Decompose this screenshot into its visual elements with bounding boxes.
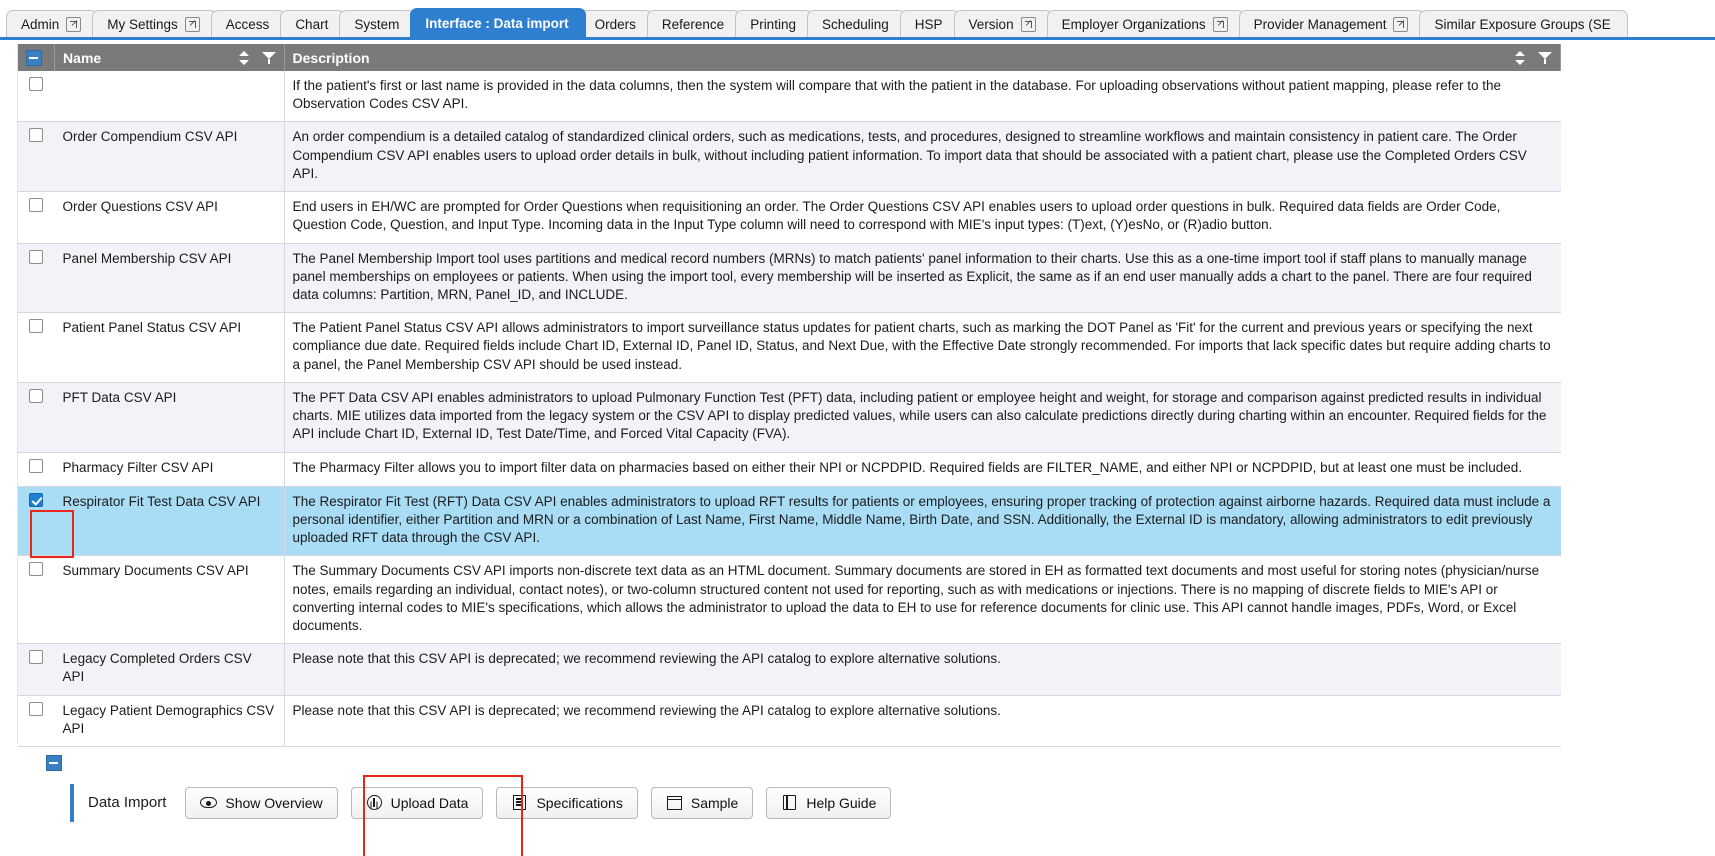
table-row[interactable] <box>18 644 1561 695</box>
header-description[interactable] <box>284 44 1560 71</box>
collapse-footer-icon[interactable] <box>46 755 62 771</box>
row-checkbox-cell[interactable] <box>18 695 55 746</box>
row-checkbox-cell[interactable] <box>18 243 55 313</box>
grid-header-row <box>18 44 1561 71</box>
filter-icon[interactable] <box>1538 51 1552 65</box>
tab-label: Similar Exposure Groups (SE <box>1434 16 1611 32</box>
row-name: Pharmacy Filter CSV API <box>55 452 284 486</box>
specifications-button[interactable] <box>496 787 637 819</box>
tab-label: Interface : Data import <box>425 15 569 31</box>
external-link-icon <box>1021 17 1036 32</box>
tab-chart[interactable] <box>280 10 345 37</box>
external-link-icon <box>1213 17 1228 32</box>
button-label: Specifications <box>536 794 623 811</box>
row-description: Please note that this CSV API is deprecated; we recommend reviewing the API catalog to explore alternative solutions. <box>284 644 1560 695</box>
sample-button[interactable] <box>651 787 753 819</box>
tab-label: Employer Organizations <box>1061 16 1206 32</box>
row-description: The PFT Data CSV API enables administrators to upload Pulmonary Function Test (PFT) data, including patient or employee height and weight, for storage and comparison against predicted results in individual charts. MIE utilizes data imported from the legacy system or the CSV API to display predicted values, while users can also calculate predictions directly during charting within an encounter. Required fields for the API include Chart ID, External ID, Test Date/Time, and Forced Vital Capacity (FVA). <box>284 382 1560 452</box>
tab-orders[interactable] <box>580 10 653 37</box>
row-checkbox-cell[interactable] <box>18 452 55 486</box>
row-description: Please note that this CSV API is deprecated; we recommend reviewing the API catalog to explore alternative solutions. <box>284 695 1560 746</box>
table-row[interactable] <box>18 382 1561 452</box>
data-grid <box>0 44 1715 747</box>
tab-label: Access <box>225 16 270 32</box>
row-checkbox[interactable] <box>29 459 43 473</box>
tab-reference[interactable] <box>647 10 741 37</box>
row-name: Order Questions CSV API <box>55 192 284 243</box>
tab-hsp[interactable] <box>900 10 960 37</box>
table-row[interactable] <box>18 452 1561 486</box>
tab-interface-data-import[interactable] <box>410 8 585 37</box>
footer-collapse-row <box>18 747 1561 776</box>
button-label: Upload Data <box>390 794 469 811</box>
row-checkbox-cell[interactable] <box>18 486 55 556</box>
row-checkbox-cell[interactable] <box>18 122 55 192</box>
table-row[interactable] <box>18 243 1561 313</box>
tab-label: Version <box>968 16 1014 32</box>
row-name: Patient Panel Status CSV API <box>55 313 284 383</box>
header-name[interactable] <box>55 44 284 71</box>
row-name <box>55 71 284 122</box>
row-checkbox-cell[interactable] <box>18 382 55 452</box>
tab-label: Chart <box>295 16 329 32</box>
row-checkbox[interactable] <box>29 250 43 264</box>
help-guide-button[interactable] <box>766 787 891 819</box>
table-row-selected[interactable] <box>18 486 1561 556</box>
row-name: PFT Data CSV API <box>55 382 284 452</box>
button-label: Help Guide <box>806 794 877 811</box>
row-name: Legacy Patient Demographics CSV API <box>55 695 284 746</box>
table-row[interactable] <box>18 695 1561 746</box>
table-row[interactable] <box>18 556 1561 644</box>
document-icon <box>511 794 528 811</box>
row-checkbox-cell[interactable] <box>18 556 55 644</box>
tab-label: Orders <box>594 16 636 32</box>
upload-data-button[interactable] <box>351 787 484 819</box>
table-row[interactable] <box>18 71 1561 122</box>
tab-employer-organizations[interactable] <box>1047 10 1245 37</box>
header-description-label: Description <box>292 49 370 66</box>
table-row[interactable] <box>18 192 1561 243</box>
row-description: The Patient Panel Status CSV API allows administrators to import surveillance status updates for patient charts, such as marking the DOT Panel as 'Fit' for the current and previous years or specifying the next compliance due date. Required fields include Chart ID, External ID, Panel ID, Status, and Next Due, with the Effective Date strongly recommended. For imports that lack specific dates but require adding charts to a panel, the Panel Membership CSV API should be used instead. <box>284 313 1560 383</box>
tab-system[interactable] <box>339 10 416 37</box>
main-tab-bar <box>0 0 1715 40</box>
row-description: End users in EH/WC are prompted for Order Questions when requisitioning an order. The Order Questions CSV API enables users to upload order questions in bulk. Required data fields are Order Code, Question Code, Question, and Input Type. Incoming data in the Input Type column will need to correspond with MIE's input types: (T)ext, (Y)esNo, or (R)adio button. <box>284 192 1560 243</box>
tab-label: Printing <box>750 16 796 32</box>
row-checkbox[interactable] <box>29 562 43 576</box>
row-checkbox[interactable] <box>29 389 43 403</box>
row-description: The Respirator Fit Test (RFT) Data CSV API enables administrators to upload RFT results for patients or employees, ensuring proper tracking of protection against airborne hazards. Required data must include a personal identifier, either Partition and MRN or a combination of Last Name, First Name, Middle Name, Birth Date, and SSN. Additionally, the External ID is mandatory, allowing administrators to edit previously uploaded RFT data through the CSV API. <box>284 486 1560 556</box>
tab-similar-exposure-groups[interactable] <box>1419 10 1627 37</box>
tab-printing[interactable] <box>735 10 813 37</box>
row-name: Respirator Fit Test Data CSV API <box>55 486 284 556</box>
book-icon <box>781 794 798 811</box>
row-name: Legacy Completed Orders CSV API <box>55 644 284 695</box>
row-name: Order Compendium CSV API <box>55 122 284 192</box>
row-checkbox[interactable] <box>29 128 43 142</box>
tab-my-settings[interactable] <box>92 10 217 37</box>
row-checkbox[interactable] <box>29 198 43 212</box>
row-description: The Pharmacy Filter allows you to import filter data on pharmacies based on either their NPI or NCPDPID. Required fields are FILTER_NAME, and either NPI or NCPDPID, but at least one must be included. <box>284 452 1560 486</box>
row-checkbox[interactable] <box>29 702 43 716</box>
header-name-label: Name <box>63 49 102 66</box>
row-checkbox-cell[interactable] <box>18 192 55 243</box>
row-checkbox[interactable] <box>29 319 43 333</box>
row-checkbox[interactable] <box>29 77 43 91</box>
row-checkbox-checked[interactable] <box>29 493 43 507</box>
row-description: If the patient's first or last name is provided in the data columns, then the system will compare that with the patient in the database. For uploading observations without patient mapping, please refer to the Observation Codes CSV API. <box>284 71 1560 122</box>
tab-label: Admin <box>21 16 60 32</box>
external-link-icon <box>66 17 81 32</box>
footer-panel <box>18 747 1561 822</box>
toolbar-title: Data Import <box>88 794 167 812</box>
sort-icon[interactable] <box>1515 51 1526 65</box>
tab-label: My Settings <box>107 16 178 32</box>
table-row[interactable] <box>18 313 1561 383</box>
tab-label: Reference <box>661 16 725 32</box>
row-checkbox-cell[interactable] <box>18 313 55 383</box>
row-description: The Summary Documents CSV API imports non-discrete text data as an HTML document. Summary documents are stored in EH as formatted text documents and most useful for storing notes (physician/nurse notes, emails regarding an individual, contact notes), or two-column structured content not used for reporting, such as with medications or injections. There is no mapping of discrete fields to MIE's API or converting internal codes to MIE's specifications, which allows the administrator to upload the data to EH to use for reference documents for clinic use. This API cannot handle images, PDFs, Word, or Excel documents. <box>284 556 1560 644</box>
table-row[interactable] <box>18 122 1561 192</box>
sort-icon[interactable] <box>239 51 250 65</box>
button-label: Sample <box>690 794 739 811</box>
tab-label: System <box>354 16 400 32</box>
header-collapse-cell <box>18 44 55 71</box>
button-label: Show Overview <box>225 794 323 811</box>
row-description: The Panel Membership Import tool uses partitions and medical record numbers (MRNs) to match patients' panel information to their charts. Use this as a one-time import tool if staff plans to manually manage panel memberships on employees or patients. When using the import tool, every membership will be inserted as Explicit, the same as if an end user manually adds a chart to the panel. There are four required data columns: Partition, MRN, Panel_ID, and INCLUDE. <box>284 243 1560 313</box>
row-name: Panel Membership CSV API <box>55 243 284 313</box>
eye-icon <box>200 794 217 811</box>
filter-icon[interactable] <box>262 51 276 65</box>
show-overview-button[interactable] <box>185 787 337 819</box>
tab-label: Provider Management <box>1253 16 1387 32</box>
calendar-icon <box>666 794 683 811</box>
tab-admin[interactable] <box>6 10 98 37</box>
tab-label: HSP <box>914 16 943 32</box>
data-import-toolbar <box>70 784 1561 822</box>
external-link-icon <box>185 17 200 32</box>
row-description: An order compendium is a detailed catalog of standardized clinical orders, such as medications, tests, and procedures, designed to streamline workflows and maintain consistency in patient care. The Order Compendium CSV API enables users to upload order details in bulk, without including patient information. To import data that should be associated with a patient chart, please use the Completed Orders CSV API. <box>284 122 1560 192</box>
tab-label: Scheduling <box>821 16 889 32</box>
tab-provider-management[interactable] <box>1239 10 1426 37</box>
collapse-all-icon[interactable] <box>26 50 42 66</box>
tab-version[interactable] <box>954 10 1053 37</box>
row-name: Summary Documents CSV API <box>55 556 284 644</box>
external-link-icon <box>1393 17 1408 32</box>
upload-icon <box>366 794 383 811</box>
tab-access[interactable] <box>211 10 287 37</box>
row-checkbox-cell[interactable] <box>18 71 55 122</box>
row-checkbox-cell[interactable] <box>18 644 55 695</box>
row-checkbox[interactable] <box>29 650 43 664</box>
tab-scheduling[interactable] <box>807 10 906 37</box>
